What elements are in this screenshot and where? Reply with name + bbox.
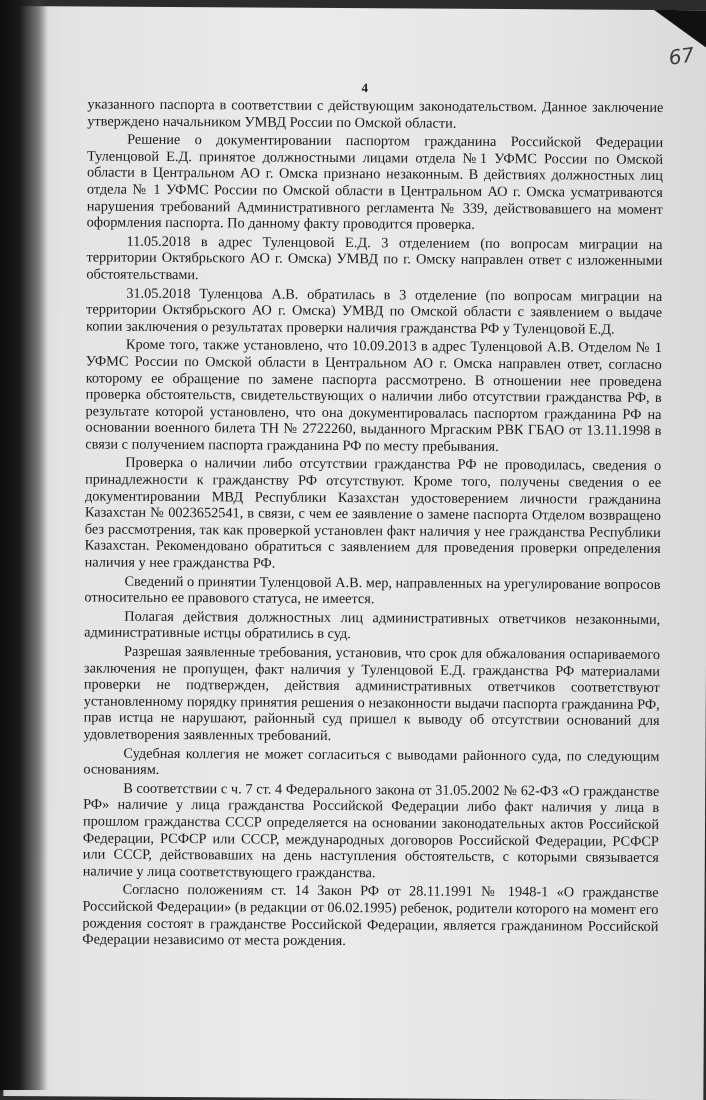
paragraph: 31.05.2018 Туленцова А.В. обратилась в 3 отделение (по вопросам миграции на территории Октябрьского АО г. Омска) УМВД по Омской области с заявлением о выдаче копии заключения о результатах проверки наличия гражданства РФ у Туленцовой Е.Д.	[85, 285, 663, 338]
paragraph: Кроме того, также установлено, что 10.09.2013 в адрес Туленцовой А.В. Отделом № 1 УФМС России по Омской области в Центральном АО г. Омска направлен ответ, согласно которому ее обращение по замене паспорта рассмотрено. В отношении нее проведена проверка обстоятельств, свидетельствующих о наличии либо отсутствии гражданства РФ, в результате которой установлено, что она документировалась паспортом гражданина РФ на основании военного билета ТН № 2722260, выданного Мргаским РВК ГБАО от 13.11.1998 в связи с получением паспорта гражданина РФ по месту пребывания.	[85, 337, 662, 455]
paragraph: Решение о документировании паспортом гражданина Российской Федерации Туленцовой Е.Д. принятое должностными лицами отдела №1 УФМС России по Омской области в Центральном АО г. Омска признано незаконным. В действиях должностных лиц отдела № 1 УФМС России по Омской области в Центральном АО г. Омска усматриваются нарушения требований Административного регламента № 339, действовавшего на момент оформления паспорта. По данному факту проводится проверка.	[86, 131, 664, 233]
document-page	[3, 6, 706, 1100]
page-number: 4	[361, 80, 369, 96]
handwritten-page-number: 67	[666, 42, 696, 70]
document-body	[82, 96, 663, 953]
paragraph: В соответствии с ч. 7 ст. 4 Федерального закона от 31.05.2002 № 62-ФЗ «О гражданстве РФ» наличие у лица гражданства Российской Федерации либо факт наличия у лица в прошлом гражданства СССР определяется на основании законодательных актов Российской Федерации, РСФСР или СССР, международных договоров Российской Федерации, РСФСР или СССР, действовавших на день наступления обстоятельств, с которыми связывается наличие у лица соответствующего гражданства.	[82, 780, 660, 881]
paragraph: Разрешая заявленные требования, установив, что срок для обжалования оспариваемого заключения не пропущен, факт наличия у Туленцовой Е.Д. гражданства РФ материалами проверки не подтвержден, действия административных ответчиков соответствуют установленному порядку принятия решения о незаконности выдачи паспорта гражданина РФ, прав истца не нарушают, районный суд пришел к выводу об отсутствии оснований для удовлетворения заявленных требований.	[83, 643, 661, 744]
paragraph: указанного паспорта в соответствии с действующим законодательством. Данное заключение утверждено начальником УМВД России по Омской области.	[87, 96, 664, 132]
paragraph: 11.05.2018 в адрес Туленцовой Е.Д. 3 отделением (по вопросам миграции на территории Октябрьского АО г. Омска) УМВД по г. Омску направлен ответ с изложенными обстоятельствами.	[86, 233, 663, 284]
scan-edge-shadow	[0, 0, 48, 1090]
paragraph: Судебная коллегия не может согласиться с выводами районного суда, по следующим основаниям.	[83, 745, 660, 779]
paragraph: Согласно положениям ст. 14 Закон РФ от 28.11.1991 № 1948-1 «О гражданстве Российской Федерации» (в редакции от 06.02.1995) ребенок, родители которого на момент его рождения состоят в гражданстве Российской Федерации, является гражданином Российской Федерации независимо от места рождения.	[82, 882, 659, 950]
paragraph: Полагая действия должностных лиц административных ответчиков незаконными, административные истцы обратились в суд.	[84, 608, 661, 643]
paragraph: Сведений о принятии Туленцовой А.В. мер, направленных на урегулирование вопросов относительно ее правового статуса, не имеется.	[84, 573, 661, 608]
paragraph: Проверка о наличии либо отсутствии гражданства РФ не проводилась, сведения о принадлежности к гражданству РФ отсутствуют. Кроме того, получены сведения о ее документировании МВД Республики Казахстан удостоверением личности гражданина Казахстан № 0023652541, в связи, с чем ее заявление о замене паспорта Отделом возвращено без рассмотрения, так как проверкой установлен факт наличия у нее гражданства Республики Казахстан. Рекомендовано обратиться с заявлением для проведения проверки определения наличия у нее гражданства РФ.	[84, 455, 662, 572]
